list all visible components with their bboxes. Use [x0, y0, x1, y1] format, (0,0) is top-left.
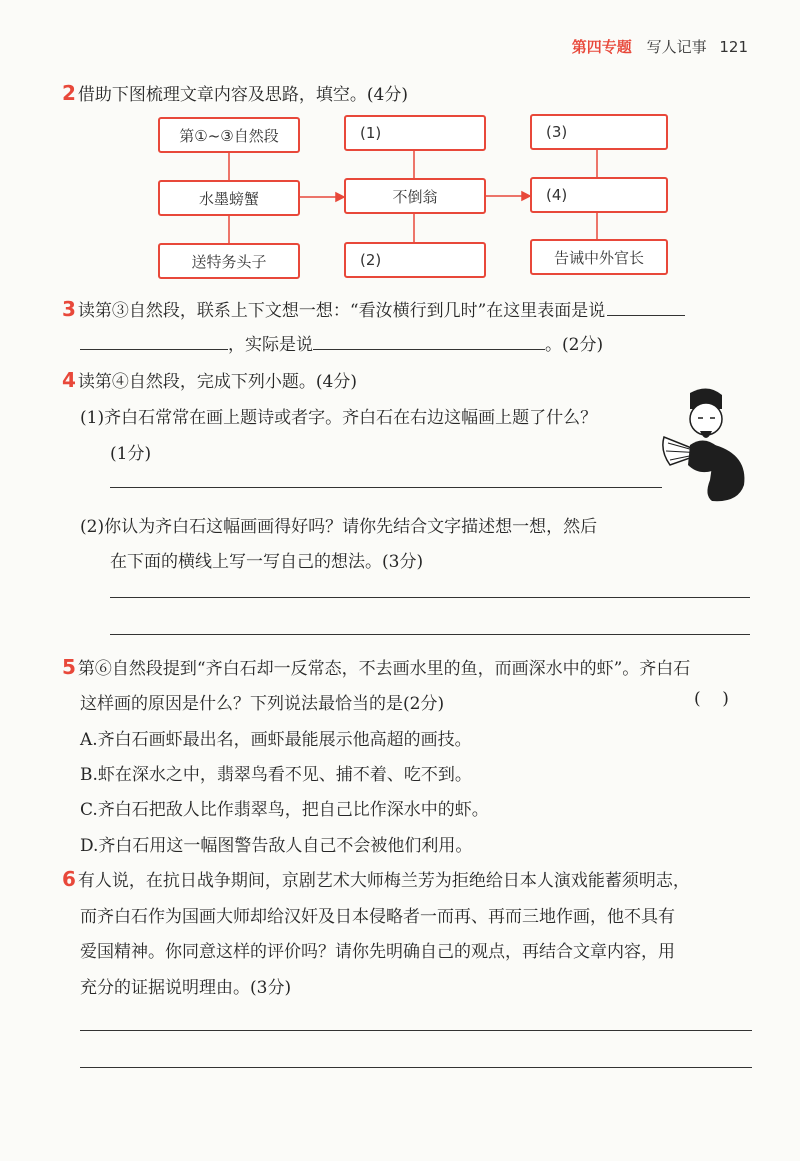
q3-blank-2[interactable]: [80, 335, 228, 350]
page-number: 121: [719, 38, 748, 56]
q4-prompt: [62, 367, 357, 392]
q6-answer-line-1[interactable]: [80, 1030, 752, 1031]
header-section: 写人记事: [646, 38, 707, 56]
q3-line2: [80, 330, 603, 355]
flow-box-paragraphs: 第①~③自然段: [158, 117, 300, 153]
q4-answer-line-3[interactable]: [110, 634, 750, 635]
q3-blank-3[interactable]: [313, 335, 545, 350]
q3-number: 3: [62, 297, 76, 321]
q4-sub2-line1: (2)你认为齐白石这幅画画得好吗？请你先结合文字描述想一想，然后: [80, 517, 598, 537]
q2-number: 2: [62, 81, 76, 105]
q4-sub1: (1)齐白石常常在画上题诗或者字。齐白石在右边这幅画上题了什么？: [80, 408, 598, 428]
fan-figure-illustration: [660, 385, 750, 505]
q6-line1: [62, 866, 690, 891]
flow-box-ink-crab: 水墨螃蟹: [158, 180, 300, 216]
flow-box-tumbler: 不倒翁: [344, 178, 486, 214]
q5-line1: [62, 654, 690, 679]
q4-answer-line-2[interactable]: [110, 597, 750, 598]
q3-line2-end: 。(2分): [545, 335, 604, 355]
q2-text: 借助下图梳理文章内容及思路，填空。(4分): [77, 85, 409, 105]
q5-text-1: 第⑥自然段提到“齐白石却一反常态，不去画水里的鱼，而画深水中的虾”。齐白石: [77, 659, 691, 679]
q5-option-a[interactable]: A.齐白石画虾最出名，画虾最能展示他高超的画技。: [80, 730, 472, 750]
flow-box-blank-3[interactable]: (3): [530, 114, 668, 150]
flow-box-blank-2[interactable]: (2): [344, 242, 486, 278]
q6-line2: 而齐白石作为国画大师却给汉奸及日本侵略者一而再、再而三地作画，他不具有: [80, 907, 675, 927]
q6-number: 6: [62, 867, 76, 891]
arrow-head-1: [336, 193, 344, 201]
q4-answer-line-1[interactable]: [110, 487, 662, 488]
q6-answer-line-2[interactable]: [80, 1067, 752, 1068]
flow-box-warn-officials: 告诫中外官长: [530, 239, 668, 275]
flow-box-blank-4[interactable]: (4): [530, 177, 668, 213]
arrow-head-2: [522, 192, 530, 200]
q4-number: 4: [62, 368, 76, 392]
q5-option-c[interactable]: C.齐白石把敌人比作翡翠鸟，把自己比作深水中的虾。: [80, 800, 489, 820]
q6-line3: 爱国精神。你同意这样的评价吗？请你先明确自己的观点，再结合文章内容，用: [80, 942, 675, 962]
q4-sub1-score: (1分): [110, 444, 152, 464]
q5-number: 5: [62, 655, 76, 679]
q5-option-d[interactable]: D.齐白石用这一幅图警告敌人自己不会被他们利用。: [80, 836, 473, 856]
q5-line2: 这样画的原因是什么？下列说法最恰当的是(2分): [80, 694, 445, 714]
q3-text: 读第③自然段，联系上下文想一想：“看汝横行到几时”在这里表面是说: [77, 301, 606, 321]
q5-answer-paren[interactable]: ( ): [694, 689, 729, 709]
header-topic: 第四专题: [571, 38, 632, 56]
flow-box-give-agent: 送特务头子: [158, 243, 300, 279]
q6-text-1: 有人说，在抗日战争期间，京剧艺术大师梅兰芳为拒绝给日本人演戏能蓄须明志，: [77, 871, 690, 891]
flow-box-blank-1[interactable]: (1): [344, 115, 486, 151]
q4-sub2-line2: 在下面的横线上写一写自己的想法。(3分): [110, 552, 424, 572]
q3-line2-mid: ，实际是说: [228, 335, 313, 355]
q6-line4: 充分的证据说明理由。(3分): [80, 978, 292, 998]
q5-option-b[interactable]: B.虾在深水之中，翡翠鸟看不见、捕不着、吃不到。: [80, 765, 472, 785]
q4-text: 读第④自然段，完成下列小题。(4分): [77, 372, 358, 392]
q3-blank-1[interactable]: [607, 301, 685, 316]
q3-line1: [62, 296, 685, 321]
